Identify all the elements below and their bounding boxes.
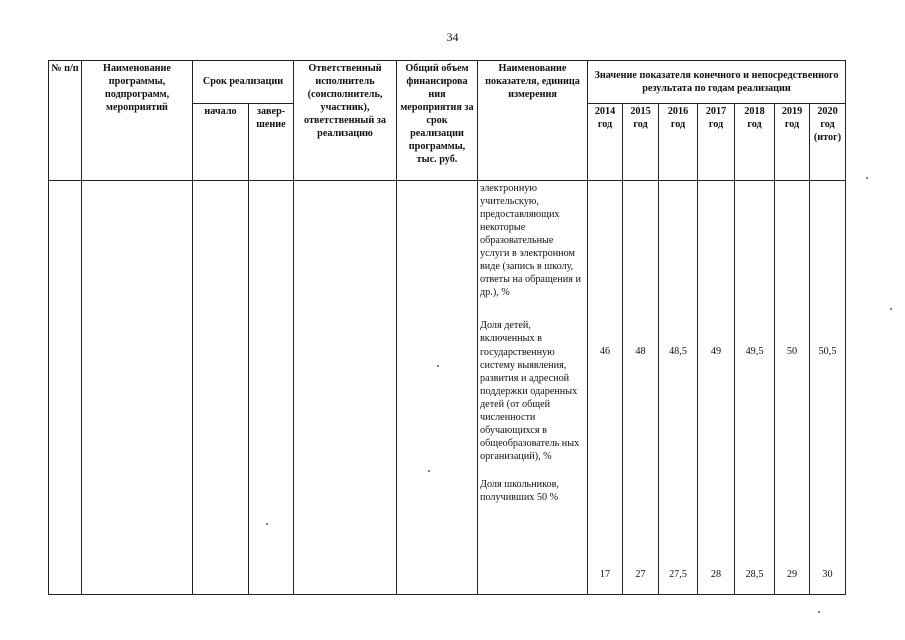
indicator-text: Доля школьников, получивших 50 % [480,478,559,503]
value: 48 [635,346,646,357]
col-indicator-header: Наименование показателя, единица измерения [478,61,588,181]
scan-speck [428,470,430,472]
value: 50 [786,346,798,357]
num-cell [49,181,82,595]
value-cell [775,181,810,595]
col-name-header: Наименование программы, подпрограмм, мероприятий [82,61,193,181]
value: 50,5 [818,346,837,357]
scan-speck [866,177,868,179]
value-cell [623,181,659,595]
indicator-text: электронную учительскую, предоставляющих некоторые образовательные услуги в электронном виде (запись в школу, ответы на обращения и др.), % [480,183,581,299]
col-executor-header: Ответственный исполнитель (соисполнитель, участник), ответственный за реализацию [294,61,397,181]
scan-speck [437,365,439,367]
year-header: 2015 год [623,104,659,181]
col-term-end-header: завер-шение [249,104,294,181]
col-funding-header: Общий объем финансирова ния мероприятия за срок реализации программы, тыс. руб. [397,61,478,181]
scan-speck [266,523,268,525]
indicator-cell [478,181,588,595]
value: 27,5 [669,569,687,581]
program-table [48,60,846,595]
table-row [49,181,846,595]
value: 46 [599,346,611,357]
value: 30 [822,569,833,581]
value: 49 [710,346,722,357]
name-cell [82,181,193,595]
value: 28 [710,569,722,581]
executor-cell [294,181,397,595]
col-term-start-header: начало [193,104,249,181]
scan-speck [818,611,820,613]
year-header: 2014 год [588,104,623,181]
value: 17 [599,569,611,581]
scan-speck [890,308,892,310]
funding-cell [397,181,478,595]
value-cell [698,181,735,595]
year-header: 2017 год [698,104,735,181]
value: 48,5 [669,346,687,357]
value-cell [588,181,623,595]
value-cell [810,181,846,595]
value-cell [735,181,775,595]
value-cell [659,181,698,595]
year-header: 2016 год [659,104,698,181]
col-num-header: № п/п [49,61,82,181]
year-header: 2019 год [775,104,810,181]
term-end-cell [249,181,294,595]
col-term-header: Срок реализации [193,61,294,104]
value: 27 [635,569,646,581]
year-header: 2018 год [735,104,775,181]
year-header: 2020 год (итог) [810,104,846,181]
term-start-cell [193,181,249,595]
col-values-header: Значение показателя конечного и непосредственного результата по годам реализации [588,61,846,104]
value: 28,5 [745,569,764,581]
value: 29 [786,569,798,581]
value: 49,5 [745,346,764,357]
indicator-text: Доля детей, включенных в государственную систему выявления, развития и адресной поддержки одаренных детей (от общей численности обучающихся в общеобразователь ных организаций), % [480,320,580,462]
page-number: 34 [446,30,459,44]
